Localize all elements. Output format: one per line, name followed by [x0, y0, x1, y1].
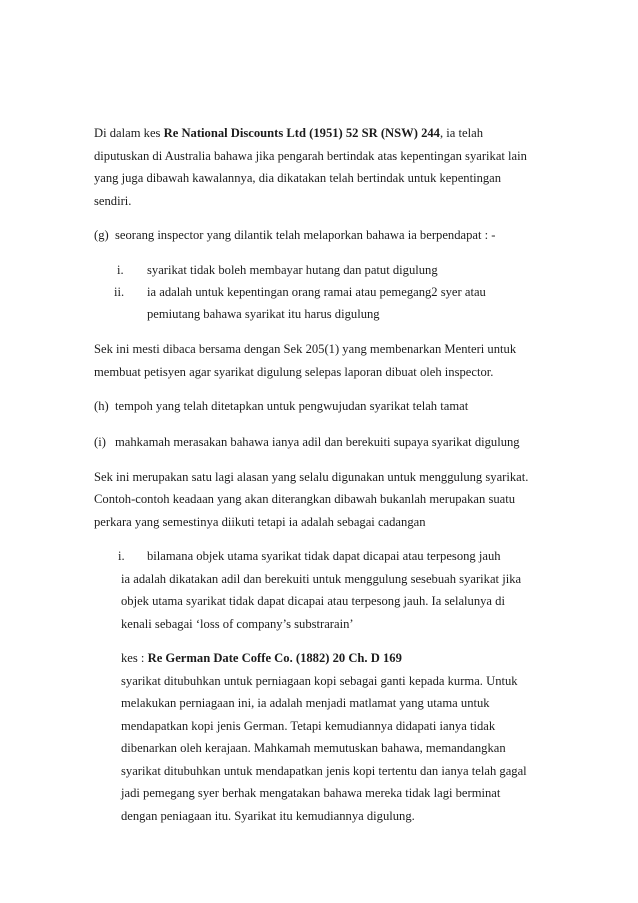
paragraph-line: syarikat ditubuhkan untuk mendapatkan jenis kopi tertentu dan ianya telah gagal: [121, 764, 527, 778]
text: , ia telah: [439, 126, 483, 140]
paragraph-line: diputuskan di Australia bahawa jika pengarah bertindak atas kepentingan syarikat lain: [94, 149, 527, 163]
case-citation: Re German Date Coffe Co. (1882) 20 Ch. D 169: [147, 651, 402, 665]
list-number: i.: [118, 549, 125, 563]
paragraph-line: perkara yang semestinya diikuti tetapi ia adalah sebagai cadangan: [94, 515, 426, 529]
list-item-text: syarikat tidak boleh membayar hutang dan patut digulung: [147, 263, 438, 277]
case-label: kes :: [121, 651, 148, 665]
list-item-text: pemiutang bahawa syarikat itu harus digulung: [147, 307, 380, 321]
clause-marker: (g): [94, 228, 109, 242]
case-citation: Re National Discounts Ltd (1951) 52 SR (NSW) 244: [163, 126, 440, 140]
paragraph-line: syarikat ditubuhkan untuk perniagaan kopi sebagai ganti kepada kurma. Untuk: [121, 674, 518, 688]
paragraph-line: jadi pemegang syer berhak mengatakan bahawa mereka tidak lagi berminat: [121, 786, 501, 800]
paragraph-line: objek utama syarikat tidak dapat dicapai atau terpesong jauh. Ia selalunya di: [121, 594, 505, 608]
paragraph-line: Sek ini merupakan satu lagi alasan yang selalu digunakan untuk menggulung syarikat.: [94, 470, 529, 484]
clause-i: [94, 434, 520, 450]
clause-text: mahkamah merasakan bahawa ianya adil dan berekuiti supaya syarikat digulung: [115, 435, 520, 449]
paragraph-line: [94, 125, 483, 141]
paragraph-line: mendapatkan kopi jenis German. Tetapi kemudiannya didapati ianya tidak: [121, 719, 496, 733]
paragraph-line: dibenarkan oleh kerajaan. Mahkamah memutuskan bahawa, memandangkan: [121, 741, 506, 755]
paragraph-line: Contoh-contoh keadaan yang akan diterangkan dibawah bukanlah merupakan suatu: [94, 492, 516, 506]
paragraph-line: membuat petisyen agar syarikat digulung selepas laporan dibuat oleh inspector.: [94, 365, 494, 379]
paragraph-line: ia adalah dikatakan adil dan berekuiti untuk menggulung sesebuah syarikat jika: [121, 572, 522, 586]
clause-text: seorang inspector yang dilantik telah melaporkan bahawa ia berpendapat : -: [115, 228, 496, 242]
clause-marker: (h): [94, 399, 109, 413]
clause-g: [94, 227, 496, 243]
subheading: bilamana objek utama syarikat tidak dapat dicapai atau terpesong jauh: [147, 549, 501, 563]
paragraph-line: sendiri.: [94, 194, 132, 208]
paragraph-line: Sek ini mesti dibaca bersama dengan Sek 205(1) yang membenarkan Menteri untuk: [94, 342, 517, 356]
paragraph-line: melakukan perniagaan ini, ia adalah menjadi matlamat yang utama untuk: [121, 696, 490, 710]
paragraph-line: yang juga dibawah kawalannya, dia dikatakan telah bertindak untuk kepentingan: [94, 171, 502, 185]
clause-marker: (i): [94, 435, 106, 449]
text: Di dalam kes: [94, 126, 164, 140]
list-number: i.: [117, 263, 124, 277]
clause-text: tempoh yang telah ditetapkan untuk pengwujudan syarikat telah tamat: [115, 399, 469, 413]
list-item-text: ia adalah untuk kepentingan orang ramai atau pemegang2 syer atau: [147, 285, 486, 299]
clause-h: [94, 398, 469, 414]
paragraph-line: kenali sebagai ‘loss of company’s substrarain’: [121, 617, 354, 631]
paragraph-line: dengan peniagaan itu. Syarikat itu kemudiannya digulung.: [121, 809, 415, 823]
list-number: ii.: [114, 285, 125, 299]
case-heading: [121, 650, 402, 666]
